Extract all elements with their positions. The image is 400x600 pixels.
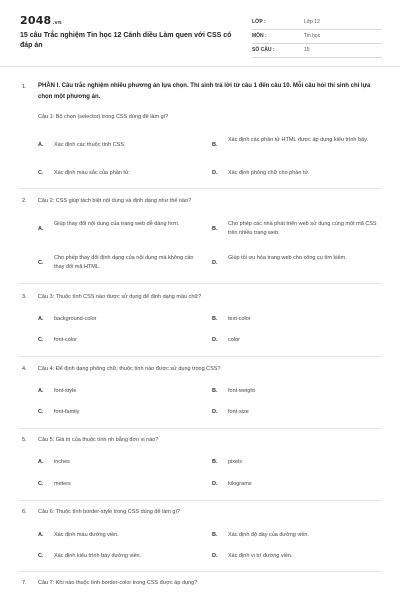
section-divider xyxy=(18,283,382,284)
option-text: pixels xyxy=(228,459,243,465)
option-letter: D. xyxy=(212,170,218,176)
option-text: Xác định vị trí đường viền. xyxy=(228,553,293,559)
item-number: 7. xyxy=(22,580,27,586)
section-divider xyxy=(18,428,382,429)
option-text: font-color xyxy=(54,337,77,343)
item-number: 1. xyxy=(22,84,27,90)
meta-key: LỚP : xyxy=(252,19,266,25)
option-letter: A. xyxy=(38,142,44,148)
option-letter: A. xyxy=(38,459,44,465)
option-letter: C. xyxy=(38,337,44,343)
document-title: 15 câu Trắc nghiệm Tin học 12 Cánh diều Làm quen với CSS có đáp án xyxy=(20,32,232,49)
option-letter: B. xyxy=(212,532,218,538)
option-text: Xác định kiểu trình bày đường viền. xyxy=(54,553,142,559)
meta-key: MÔN : xyxy=(252,33,267,39)
option-text: Giúp tối ưu hóa trang web cho công cụ tìm kiếm. xyxy=(228,255,347,261)
option-text: kilograms xyxy=(228,481,252,487)
option-text: text-color xyxy=(228,316,251,322)
option-text: background-color xyxy=(54,316,97,322)
section-divider xyxy=(18,188,382,189)
part-instructions: PHẦN I. Câu trắc nghiệm nhiều phương án lựa chọn. Thí sinh trả lời từ câu 1 đến câu 10. Mỗi câu hỏi thí sinh chỉ lựa chọn một phương án. xyxy=(38,83,371,100)
option-text: Xác định các thuộc tính CSS. xyxy=(54,142,126,148)
option-text: inches xyxy=(54,459,70,465)
meta-value: 15 xyxy=(304,47,310,53)
section-divider xyxy=(18,500,382,501)
option-letter: A. xyxy=(38,316,44,322)
option-letter: C. xyxy=(38,260,44,266)
option-text: Xác định màu đường viền. xyxy=(54,532,119,538)
meta-value: Tin học xyxy=(304,33,321,39)
item-number: 4. xyxy=(22,366,27,372)
item-number: 2. xyxy=(22,198,27,204)
question-text: Câu 3: Thuộc tính CSS nào được sử dụng để định dạng màu chữ? xyxy=(38,294,202,300)
option-text: Xác định phông chữ cho phần tử. xyxy=(228,170,310,176)
option-text: meters xyxy=(54,481,71,487)
question-text: Câu 2: CSS giúp tách biệt nội dung và định dạng như thế nào? xyxy=(38,198,192,204)
logo-domain: .vn xyxy=(52,20,62,26)
option-letter: D. xyxy=(212,553,218,559)
section-divider xyxy=(18,571,382,572)
meta-value: Lớp 12 xyxy=(304,19,320,25)
option-text: font-size xyxy=(228,409,249,415)
option-letter: D. xyxy=(212,481,218,487)
option-letter: C. xyxy=(38,553,44,559)
question-text: Câu 4: Để định dạng phông chữ, thuộc tính nào được sử dụng trong CSS? xyxy=(38,366,221,372)
option-letter: B. xyxy=(212,316,218,322)
question-text: Câu 5: Giá trị của thuộc tính nh bằng đơn vị nào? xyxy=(38,437,159,443)
option-letter: A. xyxy=(38,226,44,232)
option-letter: B. xyxy=(212,142,218,148)
item-number: 6. xyxy=(22,509,27,515)
option-letter: C. xyxy=(38,481,44,487)
option-text: Giúp thay đổi nội dung của trang web dễ dàng hơn. xyxy=(54,221,180,227)
option-text: font-style xyxy=(54,388,77,394)
option-letter: A. xyxy=(38,532,44,538)
option-text: color xyxy=(228,337,240,343)
option-letter: D. xyxy=(212,337,218,343)
item-number: 3. xyxy=(22,294,27,300)
question-text: Câu 7: Khi nào thuộc tính border-color trong CSS được áp dụng? xyxy=(38,580,198,586)
option-letter: D. xyxy=(212,409,218,415)
meta-key: SỐ CÂU : xyxy=(252,47,275,53)
logo-main: 2048 xyxy=(20,14,52,27)
option-text: font-family xyxy=(54,409,80,415)
option-text: Xác định màu sắc của phần tử. xyxy=(54,170,131,176)
question-text: Câu 1: Bộ chọn (selector) trong CSS dùng để làm gì? xyxy=(38,114,169,120)
option-letter: C. xyxy=(38,409,44,415)
option-text: Xác định các phần tử HTML được áp dụng kiểu trình bày. xyxy=(228,137,368,143)
section-divider xyxy=(18,356,382,357)
option-letter: D. xyxy=(212,260,218,266)
option-letter: B. xyxy=(212,388,218,394)
option-letter: B. xyxy=(212,459,218,465)
question-text: Câu 6: Thuộc tính border-style trong CSS dùng để làm gì? xyxy=(38,509,181,515)
option-text: Xác định độ dày của đường viền. xyxy=(228,532,309,538)
option-letter: C. xyxy=(38,170,44,176)
option-letter: B. xyxy=(212,226,218,232)
option-text: font-weight xyxy=(228,388,255,394)
option-letter: A. xyxy=(38,388,44,394)
option-text: Cho phép thay đổi định dạng của nội dung mà không cần thay đổi mã HTML. xyxy=(54,255,194,270)
option-text: Cho phép các nhà phát triển web sử dụng cùng một mã CSS trên nhiều trang web. xyxy=(228,221,377,236)
item-number: 5. xyxy=(22,437,27,443)
